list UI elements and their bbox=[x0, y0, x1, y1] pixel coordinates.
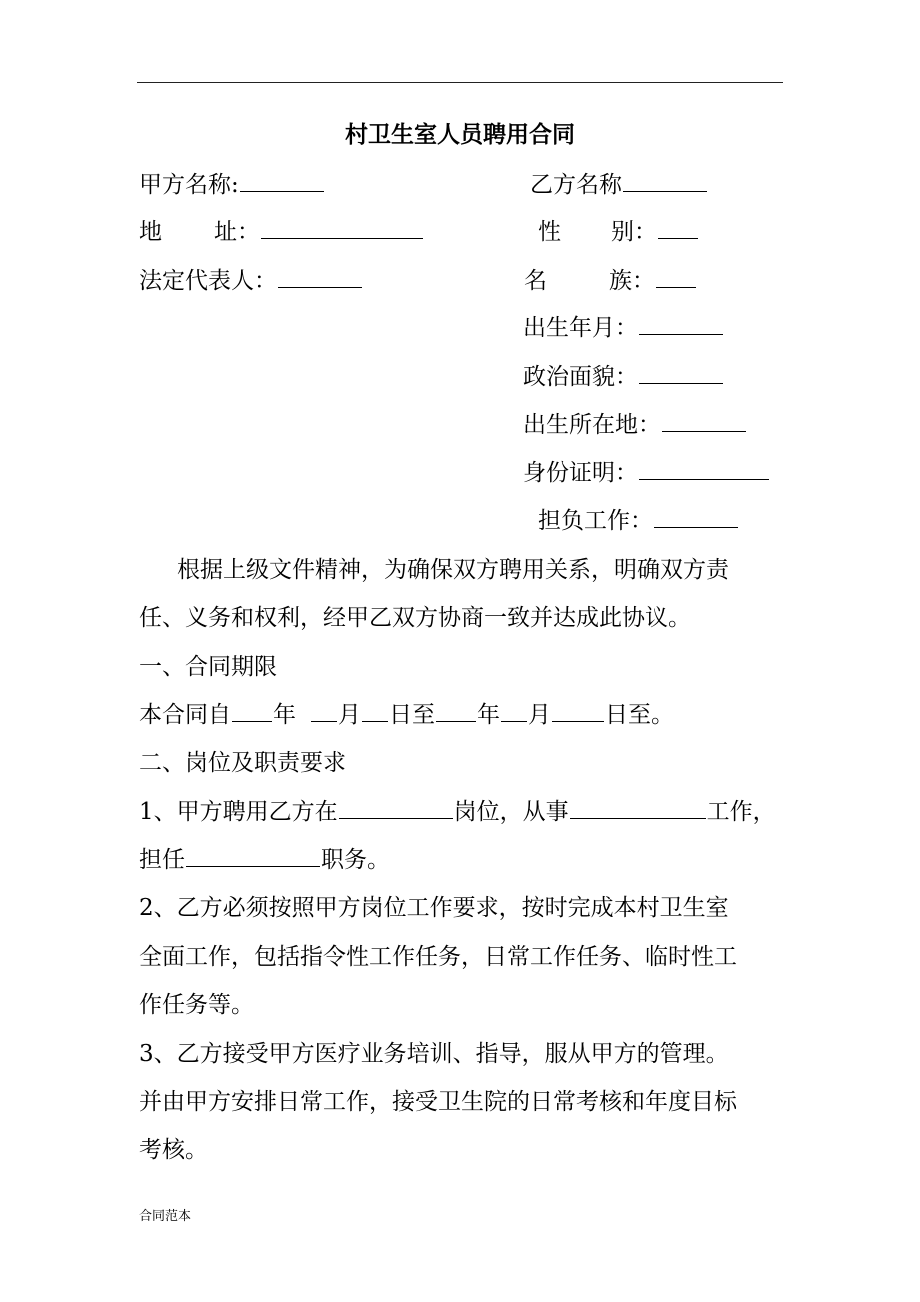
end-month-blank bbox=[501, 699, 527, 722]
term-prefix: 本合同自 bbox=[139, 702, 231, 728]
section-2-heading: 二、岗位及职责要求 bbox=[139, 750, 346, 776]
party-b-name-label: 乙方名称 bbox=[530, 172, 622, 198]
party-b-political-line bbox=[523, 360, 724, 394]
party-a-address-blank bbox=[261, 216, 423, 239]
address-label-char2: 址： bbox=[214, 219, 260, 245]
item-1-prefix: 1、甲方聘用乙方在 bbox=[139, 799, 338, 825]
party-b-name-blank bbox=[623, 169, 707, 192]
party-a-representative-blank bbox=[278, 265, 362, 288]
party-a-name-line bbox=[139, 168, 325, 202]
item-3-line-1: 3、乙方接受甲方医疗业务培训、指导，服从甲方的管理。 bbox=[139, 1041, 729, 1067]
item-1-post: 岗位，从事 bbox=[453, 799, 569, 825]
item-1-work: 工作， bbox=[706, 799, 776, 825]
footer-text: 合同范本 bbox=[139, 1209, 192, 1224]
party-b-job-line bbox=[538, 504, 739, 538]
document-title: 村卫生室人员聘用合同 bbox=[345, 121, 575, 148]
item-3-line-2: 并由甲方安排日常工作，接受卫生院的日常考核和年度目标 bbox=[139, 1089, 737, 1115]
party-b-id-blank bbox=[639, 457, 769, 480]
section-1-heading: 一、合同期限 bbox=[139, 654, 277, 680]
party-a-address-line bbox=[139, 215, 424, 249]
term-line bbox=[139, 698, 674, 732]
birthplace-label: 出生所在地： bbox=[523, 412, 661, 438]
end-year-blank bbox=[436, 699, 476, 722]
term-month-1: 月 bbox=[338, 702, 361, 728]
party-b-birthplace-line bbox=[523, 408, 747, 442]
intro-line-2: 任、义务和权利，经甲乙双方协商一致并达成此协议。 bbox=[139, 605, 691, 631]
address-label-char1: 地 bbox=[139, 219, 162, 245]
party-b-name-line bbox=[530, 168, 708, 202]
gender-label-char2: 别： bbox=[611, 219, 657, 245]
duty-blank bbox=[186, 844, 320, 867]
party-b-job-blank bbox=[654, 505, 738, 528]
term-year-1: 年 bbox=[273, 702, 296, 728]
party-b-birth-blank bbox=[639, 312, 723, 335]
party-b-birthplace-blank bbox=[662, 409, 746, 432]
ethnicity-label-char2: 族： bbox=[609, 268, 655, 294]
term-day-to: 日至 bbox=[389, 702, 435, 728]
representative-label: 法定代表人： bbox=[139, 268, 277, 294]
intro-line-1: 根据上级文件精神，为确保双方聘用关系，明确双方责 bbox=[177, 557, 729, 583]
ethnicity-label-char1: 名 bbox=[524, 268, 547, 294]
party-b-birth-line bbox=[523, 311, 724, 345]
gender-label-char1: 性 bbox=[538, 219, 561, 245]
post-blank bbox=[339, 796, 453, 819]
party-b-id-line bbox=[523, 456, 770, 490]
party-b-ethnicity-blank bbox=[656, 265, 696, 288]
item-1-duty: 职务。 bbox=[321, 847, 390, 873]
item-1-hold: 担任 bbox=[139, 847, 185, 873]
party-b-gender-line bbox=[538, 215, 699, 249]
party-a-name-blank bbox=[240, 169, 324, 192]
political-label: 政治面貌： bbox=[523, 364, 638, 390]
party-b-political-blank bbox=[639, 361, 723, 384]
job-label: 担负工作： bbox=[538, 508, 653, 534]
header-rule bbox=[137, 82, 783, 83]
end-day-blank bbox=[552, 699, 604, 722]
start-month-blank bbox=[311, 699, 337, 722]
birth-label: 出生年月： bbox=[523, 315, 638, 341]
item-1-line-2 bbox=[139, 843, 390, 877]
item-3-line-3: 考核。 bbox=[139, 1137, 208, 1163]
party-a-name-label: 甲方名称: bbox=[139, 172, 239, 198]
item-2-line-1: 2、乙方必须按照甲方岗位工作要求，按时完成本村卫生室 bbox=[139, 895, 729, 921]
term-month-2: 月 bbox=[528, 702, 551, 728]
term-year-2: 年 bbox=[477, 702, 500, 728]
party-b-gender-blank bbox=[658, 216, 698, 239]
start-day-blank bbox=[362, 699, 388, 722]
work-blank bbox=[570, 796, 706, 819]
party-b-ethnicity-line bbox=[524, 264, 697, 298]
item-2-line-2: 全面工作，包括指令性工作任务，日常工作任务、临时性工 bbox=[139, 944, 737, 970]
item-1-line-1 bbox=[139, 795, 776, 829]
party-a-representative-line bbox=[139, 264, 363, 298]
id-label: 身份证明： bbox=[523, 460, 638, 486]
item-2-line-3: 作任务等。 bbox=[139, 992, 254, 1018]
term-end: 日至。 bbox=[605, 702, 674, 728]
start-year-blank bbox=[232, 699, 272, 722]
